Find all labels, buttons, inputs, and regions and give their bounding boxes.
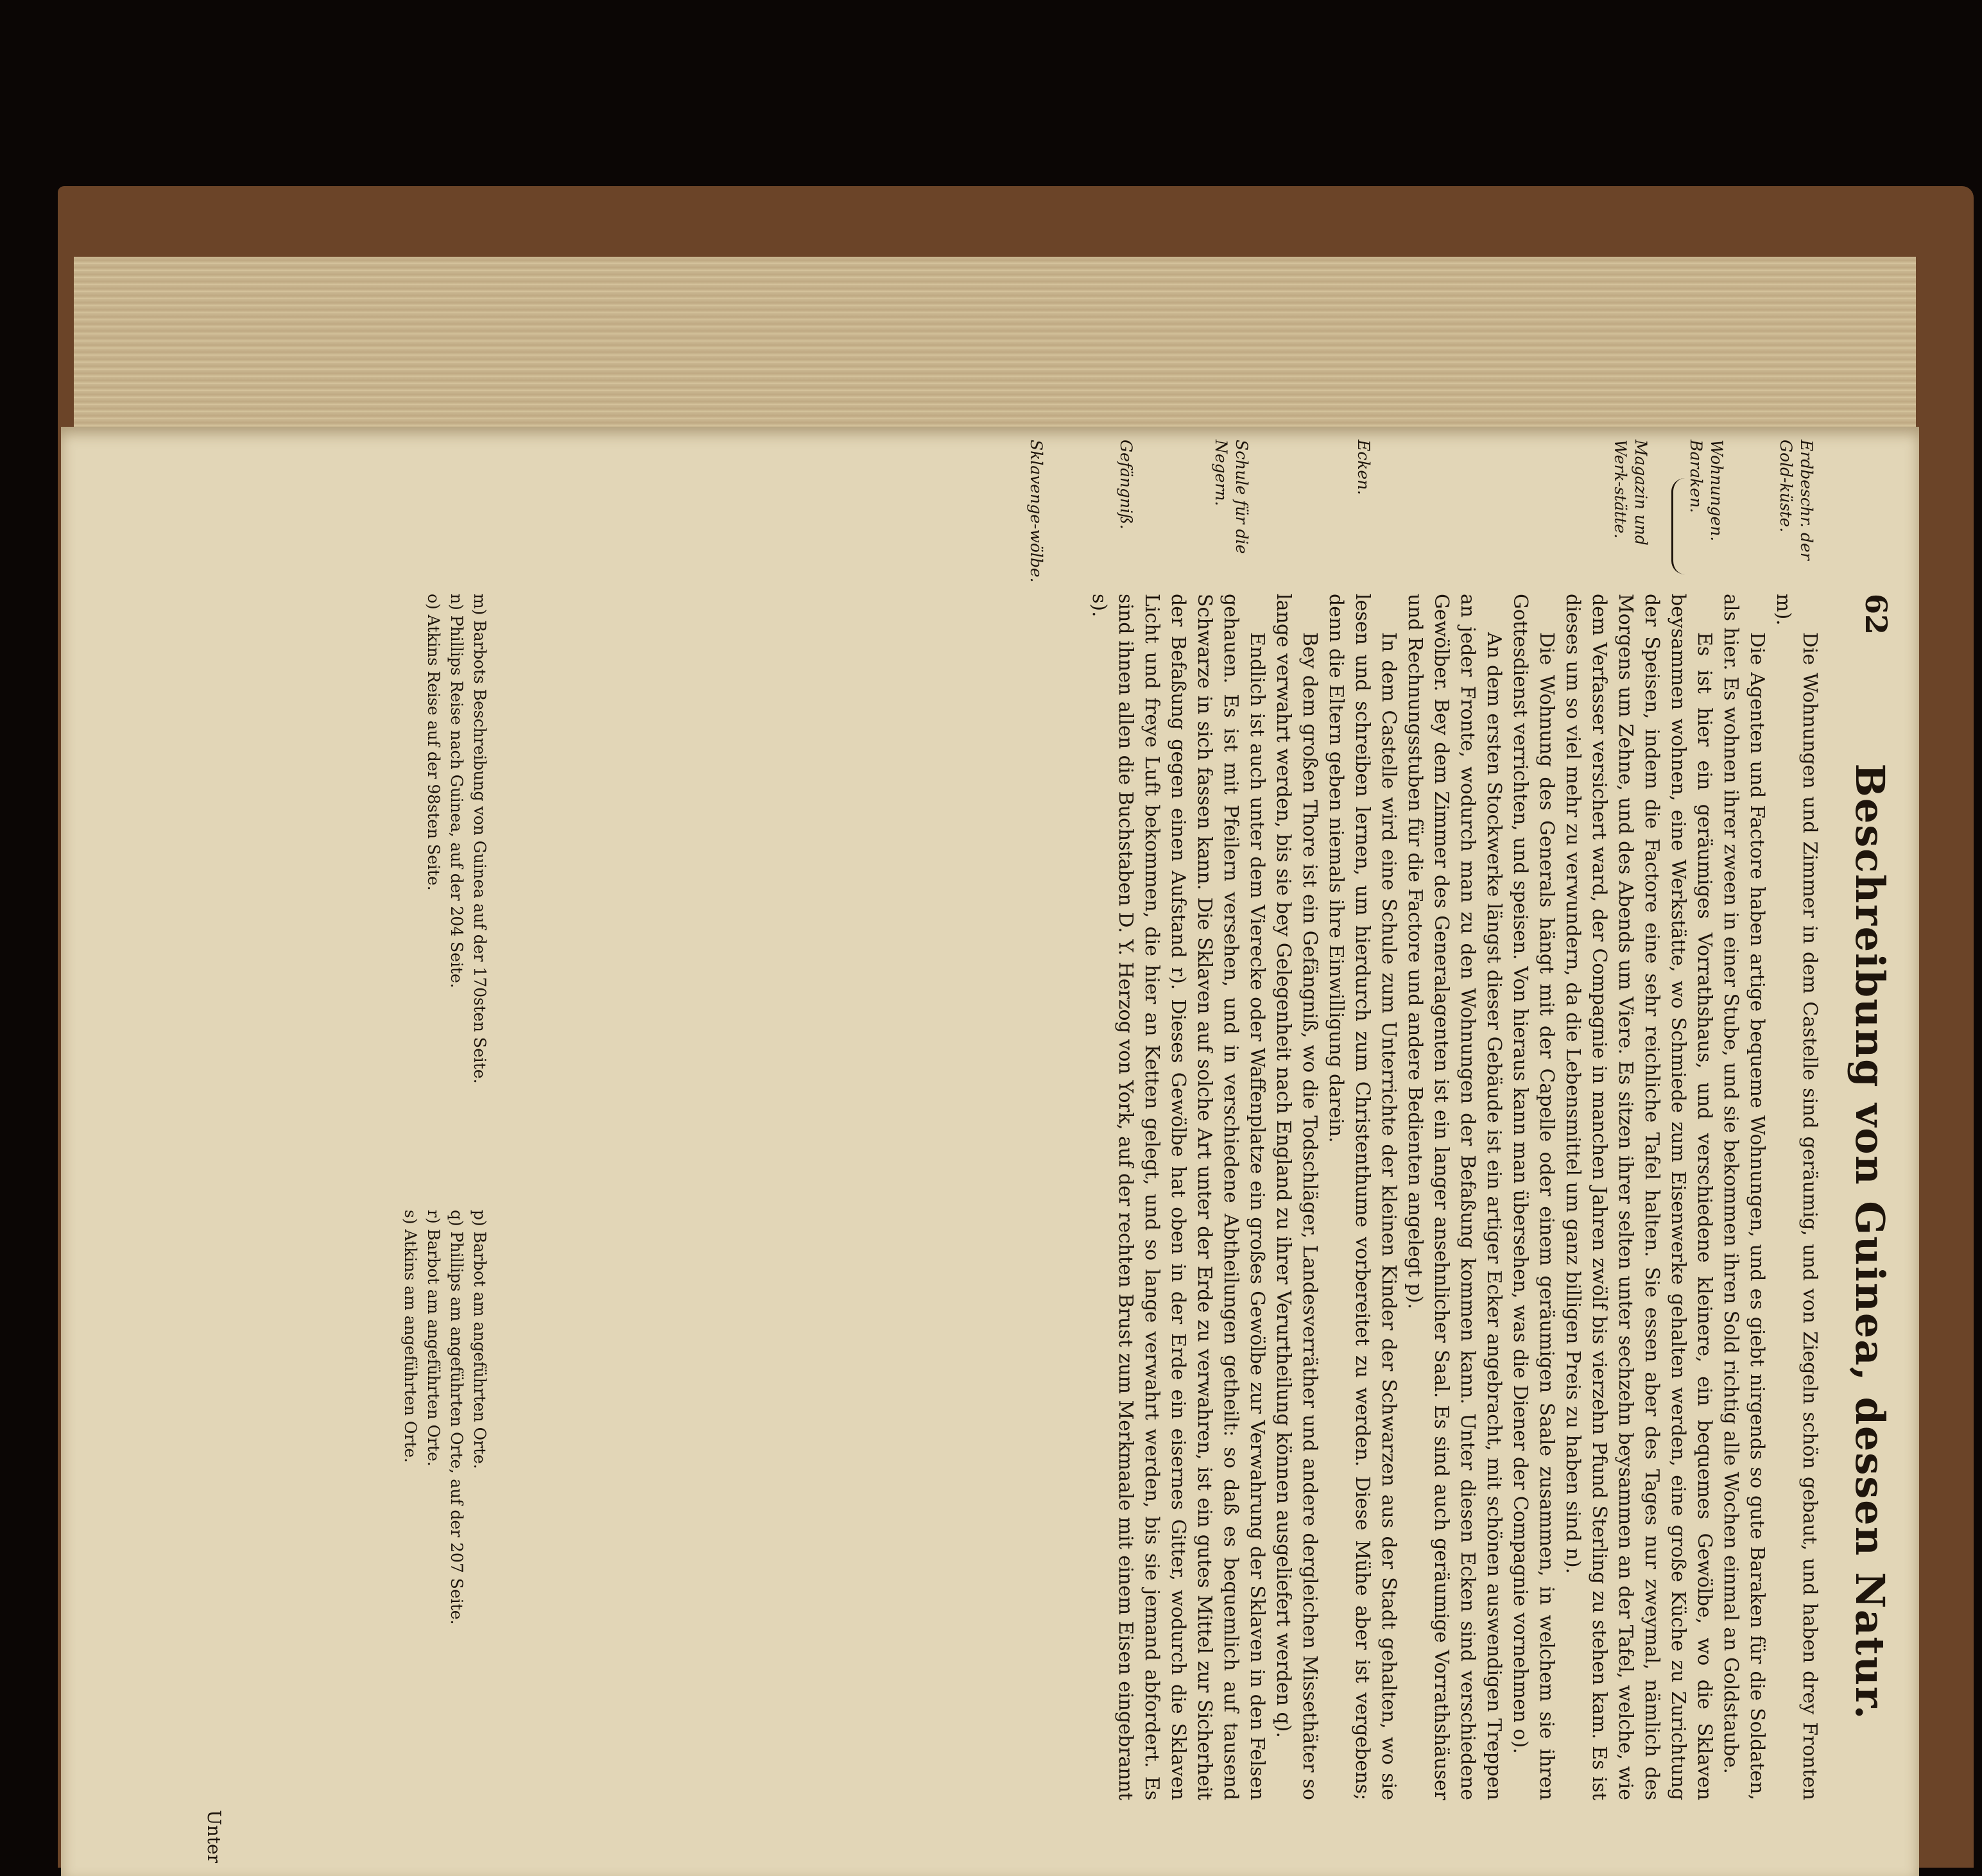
footnotes-left-column — [422, 594, 491, 1171]
running-title: Beschreibung von Guinea, dessen Natur. — [1847, 763, 1893, 1721]
paragraph: Es ist hier ein geräumiges Vorrathshaus, und verschiedene kleinere, ein bequemes Gewölbe, wo die Sklaven beysammen wohnen, eine Werkstätte, wo Schmiede zum Eisenwerke gehalten werden, eine große Küche zu Zurichtung der Speisen, indem die Factore eine sehr reichliche Tafel halten. Sie essen aber des Tages nur zweymal, nämlich des Morgens um Zehne, und des Abends um Viere. Es sitzen ihrer selten unter sechzehn beysammen an der Tafel, welche, wie dem Verfasser versichert ward, der Compagnie in manchen Jahren zwölf bis vierzehn Pfund Sterling zu stehen kam. Es ist dieses um so viel mehr zu verwundern, da die Lebensmittel um ganz billigen Preis zu haben sind n). — [1562, 594, 1716, 1800]
brace-mark — [1671, 478, 1685, 574]
sidenote: Sklavenge-wölbe. — [1027, 440, 1046, 583]
paragraph: In dem Castelle wird eine Schule zum Unterrichte der kleinen Kinder der Schwarzen aus der Stadt gehalten, wo sie lesen und schreiben lernen, um hierdurch zum Christenthume vorbereitet zu werden. Diese Mühe aber ist vergebens; denn die Eltern geben niemals ihre Einwilligung darein. — [1325, 594, 1400, 1800]
sidenote: Erdbeschr. der Gold-küste. — [1777, 440, 1816, 560]
paragraph: Endlich ist auch unter dem Vierecke oder Waffenplatze ein großes Gewölbe zur Verwahrung der Sklaven in den Felsen gehauen. Es ist mit Pfeilern versehen, und in verschiedene Abtheilungen getheilt: so daß es bequemlich auf tausend Schwarze in sich fassen kann. Die Sklaven auf solche Art unter der Erde zu verwahren, ist ein gutes Mittel zur Sicherheit der Befaßung gegen einen Aufstand r). Dieses Gewölbe hat oben in der Erde ein eisernes Gitter, wodurch die Sklaven Licht und freye Luft bekommen, die hier an Ketten gelegt, und so lange verwahrt werden, bis sie jemand abfordert. Es sind ihnen allen die Buchstaben D. Y. Herzog von York, auf der rechten Brust zum Merkmaale mit einem Eisen eingebrannt s). — [1088, 594, 1268, 1800]
footnote: r) Barbot am angeführten Orte. — [424, 1210, 443, 1467]
footnotes — [170, 594, 491, 1800]
footnote: p) Barbot am angeführten Orte. — [470, 1210, 489, 1469]
body-text — [1086, 594, 1823, 1800]
footnote: n) Phillips Reise nach Guinea, auf der 204 Seite. — [447, 594, 466, 988]
paragraph: Die Wohnung des Generals hängt mit der Capelle oder einem geräumigen Saale zusammen, in welchem sie ihren Gottesdienst verrichten, und speisen. Von hieraus kann man übersehen, was die Diener der Compagnie vornehmen o). — [1509, 594, 1558, 1800]
paragraph: An dem ersten Stockwerke längst dieser Gebäude ist ein artiger Ecker angebracht, mit schönen auswendigen Treppen an jeder Fronte, wodurch man zu den Wohnungen der Befaßung kommen kann. Unter diesen Ecken sind verschiedene Gewölber. Bey dem Zimmer des Generalagenten ist ein langer ansehnlicher Saal. Es sind auch geräumige Vorrathshäuser und Rechnungsstuben für die Factore und andere Bedienten angelegt p). — [1404, 594, 1505, 1800]
page-header — [1823, 594, 1893, 1800]
footnote: o) Atkins Reise auf der 98sten Seite. — [424, 594, 443, 891]
page-edges — [74, 257, 1916, 438]
catchword: Unter — [203, 1810, 225, 1863]
sidenote: Schule für die Negern. — [1212, 440, 1251, 555]
sidenote: Ecken. — [1354, 440, 1373, 495]
page-number: 62 — [1859, 594, 1893, 635]
footnotes-right-column — [399, 1210, 491, 1787]
sidenote: Gefängniß. — [1117, 440, 1135, 529]
paragraph: Bey dem großen Thore ist ein Gefängniß, wo die Todschläger, Landesverräther und andere dergleichen Missethäter so lange verwahrt werden, bis sie bey Gelegenheit nach England zu ihrer Verurtheilung können ausgeliefert werden q). — [1272, 594, 1321, 1800]
paragraph: Die Agenten und Factore haben artige bequeme Wohnungen, und es giebt nirgends so gute Baraken für die Soldaten, als hier. Es wohnen ihrer zween in einer Stube, und sie bekommen ihren Sold richtig alle Wochen einmal an Goldstaube. — [1719, 594, 1768, 1800]
rotated-text-block — [61, 427, 1919, 1876]
sidenote: Wohnungen. Baraken. — [1687, 440, 1726, 542]
footnote: s) Atkins am angeführten Orte. — [401, 1210, 420, 1463]
footnote: q) Phillips am angeführten Orte, auf der 207 Seite. — [447, 1210, 466, 1625]
sidenote: Magazin und Werk-stätte. — [1611, 440, 1650, 546]
paragraph: Die Wohnungen und Zimmer in dem Castelle sind geräumig, und von Ziegeln schön gebaut, und haben drey Fronten m). — [1772, 594, 1821, 1800]
book-page — [61, 427, 1919, 1876]
footnote: m) Barbots Beschreibung von Guinea auf der 170sten Seite. — [470, 594, 489, 1084]
